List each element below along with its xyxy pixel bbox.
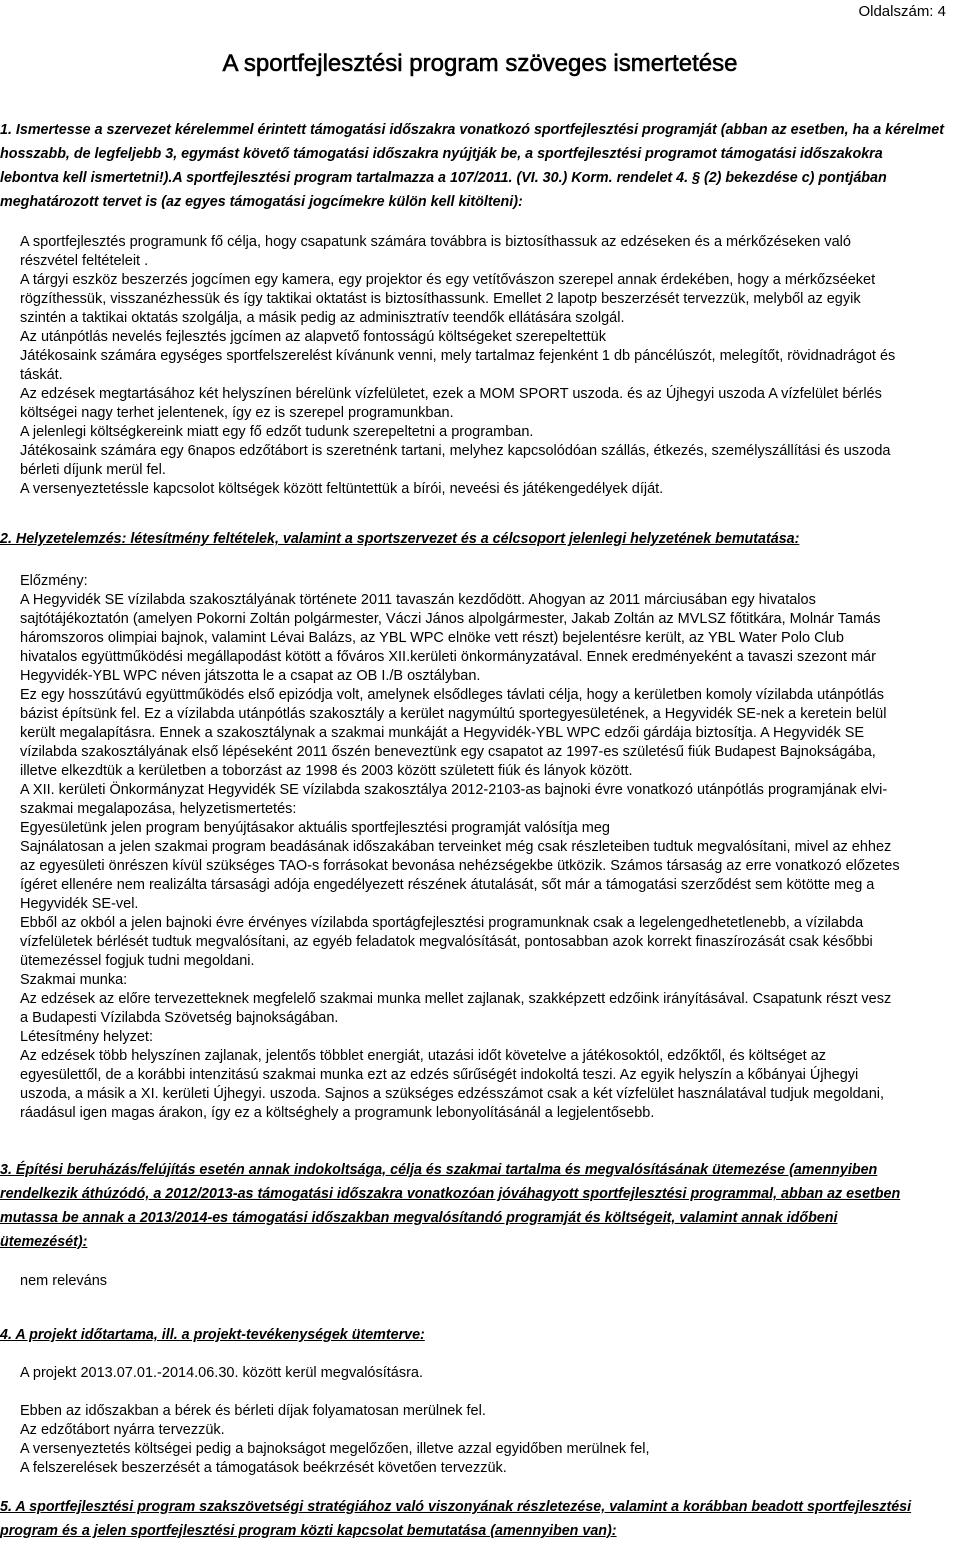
text-line: bérleti díjunk merül fel. xyxy=(20,462,166,478)
text-line: egyesülettől, de a korábbi intenzitású szakmai munka ezt az edzés sűrűségét indokoltá teszi. Az egyik helyszín a kőbányai Újhegyi xyxy=(20,1067,859,1083)
section-3-heading xyxy=(0,1158,952,1254)
section-4-body-a xyxy=(20,1364,952,1383)
text-line: Hegyvidék-YBL WPC néven játszotta le a csapat az OB I./B osztályban. xyxy=(20,668,481,684)
text-line: Hegyvidék SE-vel. xyxy=(20,896,139,912)
text-line: A jelenlegi költségkereink miatt egy fő edzőt tudunk szerepeltetni a programban. xyxy=(20,424,534,440)
text-line: költségei nagy terhet jelentenek, így ez is szerepel programunkban. xyxy=(20,405,454,421)
text-line: A sportfejlesztés programunk fő célja, hogy csapatunk számára továbbra is biztosíthassuk az edzéseken és a mérkőzéseken való xyxy=(20,234,851,250)
text-line: A versenyeztetéssle kapcsolot költségek között feltüntettük a bírói, neveési és játékengedélyek díját. xyxy=(20,481,664,497)
text-line: szakmai megalapozása, helyzetismertetés: xyxy=(20,801,297,817)
text-line: Az edzések megtartásához két helyszínen bérelünk vízfelületet, ezek a MOM SPORT uszoda. és az Újhegyi uszoda A vízfelület bérlés xyxy=(20,386,882,402)
text-line: ígéret ellenére nem realizálta társasági adója engedélyezett részének átutalását, sőt már a támogatási szerződést sem kötötte meg a xyxy=(20,877,875,893)
heading-line: 1. Ismertesse a szervezet kérelemmel érintett támogatási időszakra vonatkozó sportfejlesztési programját (abban az esetben, ha a kérelmet xyxy=(0,122,944,138)
text-line: Ebből az okból a jelen bajnoki évre érvényes vízilabda sportágfejlesztési programunknak csak a legelengedhetetlenebb, a vízilabda xyxy=(20,915,864,931)
text-line: Az edzések több helyszínen zajlanak, jelentős többlet energiát, utazási időt követelve a játékosoktól, edzőktől, és költséget az xyxy=(20,1048,827,1064)
text-line: Ebben az időszakban a bérek és bérleti díjak folyamatosan merülnek fel. xyxy=(20,1403,486,1419)
text-line: hivatalos együttműködési megállapodást kötött a főváros XII.kerületi önkormányzatával. Ennek eredményeként a tavaszi szezont már xyxy=(20,649,876,665)
heading-line: 5. A sportfejlesztési program szakszövetségi stratégiához való viszonyának részletezése, valamint a korábban beadott sportfejlesztési xyxy=(0,1499,912,1515)
text-line: nem releváns xyxy=(20,1273,108,1289)
section-1-heading xyxy=(0,118,952,214)
text-line: Létesítmény helyzet: xyxy=(20,1029,153,1045)
text-line: vízfelületek bérlését tudtuk megvalósítani, az egyéb feladatok megvalósítását, pontosabban azok korrekt finaszírozását csak későbbi xyxy=(20,934,873,950)
text-line: részvétel feltételeit . xyxy=(20,253,149,269)
section-4-body-b xyxy=(20,1402,952,1478)
text-line: került megalapításra. Ennek a szakosztálynak a szakmai munkáját a Hegyvidék-YBL WPC edzői gárdája biztosítja. A Hegyvidék SE xyxy=(20,725,865,741)
text-line: Az utánpótlás nevelés fejlesztés jgcímen az alapvető fontosságú költségeket szerepeltettük xyxy=(20,329,606,345)
heading-line: lebontva kell ismertetni!).A sportfejlesztési program tartalmazza a 107/2011. (VI. 30.) Korm. rendelet 4. § (2) bekezdése c) pontjában xyxy=(0,170,887,186)
section-1-body xyxy=(20,233,952,499)
text-line: ütemezéssel fogjuk tudni megoldani. xyxy=(20,953,255,969)
document-title: A sportfejlesztési program szöveges ismertetése xyxy=(222,50,738,77)
text-line: Ez egy hosszútávú együttműködés első epizódja volt, amelynek elsődleges távlati célja, hogy a kerületben komoly vízilabda utánpótlás xyxy=(20,687,885,703)
heading-line: hosszabb, de legfeljebb 3, egymást követő támogatási időszakra nyújtják be, a sportfejlesztési programot támogatási időszakokra xyxy=(0,146,883,162)
heading-line: program és a jelen sportfejlesztési program közti kapcsolat bemutatása (amennyiben van): xyxy=(0,1523,617,1539)
text-line: A felszerelések beszerzését a támogatások beékrzését követően tervezzük. xyxy=(20,1460,507,1476)
text-line: Az edzőtábort nyárra tervezzük. xyxy=(20,1422,225,1438)
heading-line: rendelkezik áthúzódó, a 2012/2013-as támogatási időszakra vonatkozóan jóváhagyott sportfejlesztési programmal, abban az esetben xyxy=(0,1186,901,1202)
section-2-body xyxy=(20,572,952,1123)
text-line: Az edzések az előre tervezetteknek megfelelő szakmai munka mellet zajlanak, szakképzett edzőink irányításával. Csapatunk részt vesz xyxy=(20,991,892,1007)
text-line: háromszoros olimpiai bajnok, valamint Lévai Balázs, az YBL WPC elnöke vett részt) bejelentésre került, az YBL Water Polo Club xyxy=(20,630,844,646)
heading-line: 3. Építési beruházás/felújítás esetén annak indokoltsága, célja és szakmai tartalma és megvalósításának ütemezése (amennyiben xyxy=(0,1162,878,1178)
text-line: Szakmai munka: xyxy=(20,972,128,988)
text-line: illetve elkezdtük a kerületben a toborzást az 1998 és 2003 között született fiúk és lányok között. xyxy=(20,763,633,779)
heading-line: 4. A projekt időtartama, ill. a projekt-tevékenységek ütemterve: xyxy=(0,1327,425,1343)
text-line: Játékosaink számára egy 6napos edzőtábort is szeretnénk tartani, melyhez kapcsolódóan szállás, étkezés, személyszállítási és uszoda xyxy=(20,443,891,459)
text-line: rögzíthessük, visszanézhessük és így taktikai oktatást is biztosíthassunk. Emellet 2 lapotp beszerzését tervezzük, melyből az egyik xyxy=(20,291,861,307)
text-line: uszoda, a másik a XI. kerületi Újhegyi. uszoda. Sajnos a szükséges edzésszámot csak a két vízfelület használatával tudjuk megoldani, xyxy=(20,1086,885,1102)
section-2-heading xyxy=(0,527,952,551)
text-line: sajtótájékoztatón (amelyen Pokorni Zoltán polgármester, Váczi János alpolgármester, Jakab Zoltán az MVLSZ főtitkára, Molnár Tamás xyxy=(20,611,881,627)
text-line: az egyesületi önrészen kívül szükséges TAO-s forrásokat bevonása nehézségekbe ütközik. Számos társaság az erre vonatkozó előzetes xyxy=(20,858,900,874)
text-line: ráadásul igen magas árakon, így ez a költséghely a programunk lebonyolításánál a legjelentősebb. xyxy=(20,1105,655,1121)
section-3-body xyxy=(20,1272,952,1291)
text-line: A XII. kerületi Önkormányzat Hegyvidék SE vízilabda szakosztálya 2012-2103-as bajnoki évre vonatkozó utánpótlás programjának elvi- xyxy=(20,782,888,798)
heading-line: mutassa be annak a 2013/2014-es támogatási időszakban megvalósítandó programját és költségeit, valamint annak időbeni xyxy=(0,1210,838,1226)
heading-line: 2. Helyzetelemzés: létesítmény feltételek, valamint a sportszervezet és a célcsoport jelenlegi helyzetének bemutatása: xyxy=(0,531,800,547)
text-line: Sajnálatosan a jelen szakmai program beadásának időszakában terveinket még csak részleteiben tudtuk megvalósítani, mivel az ehhez xyxy=(20,839,892,855)
text-line: A Hegyvidék SE vízilabda szakosztályának története 2011 tavaszán kezdődött. Ahogyan az 2011 márciusában egy hivatalos xyxy=(20,592,816,608)
text-line: A tárgyi eszköz beszerzés jogcímen egy kamera, egy projektor és egy vetítővászon szerepel annak érdekében, hogy a mérkőzséeket xyxy=(20,272,876,288)
text-line: Játékosaink számára egységes sportfelszerelést kívánunk venni, mely tartalmaz fejenként 1 db páncélúszót, melegítőt, rövidnadrágot és xyxy=(20,348,896,364)
section-4-heading xyxy=(0,1323,952,1347)
page-number: Oldalszám: 4 xyxy=(858,3,946,20)
text-line: a Budapesti Vízilabda Szövetség bajnokságában. xyxy=(20,1010,339,1026)
heading-line: ütemezését): xyxy=(0,1234,88,1250)
text-line: Egyesületünk jelen program benyújtásakor aktuális sportfejlesztési programját valósítja meg xyxy=(20,820,610,836)
text-line: Előzmény: xyxy=(20,573,88,589)
heading-line: meghatározott tervet is (az egyes támogatási jogcímekre külön kell kitölteni): xyxy=(0,194,523,210)
text-line: bázist építsünk fel. Ez a vízilabda utánpótlás szakosztály a kerület nagymúltú sportegyesületének, a Hegyvidék SE-nek a keretein belül xyxy=(20,706,887,722)
text-line: vízilabda szakosztályának első lépéseként 2011 őszén beneveztünk egy csapatot az 1997-es születésű fiúk Budapest Bajnokságába, xyxy=(20,744,876,760)
text-line: szintén a taktikai oktatás szolgálja, a másik pedig az adminisztratív teendők ellátására szolgál. xyxy=(20,310,625,326)
text-line: táskát. xyxy=(20,367,63,383)
text-line: A projekt 2013.07.01.-2014.06.30. között kerül megvalósításra. xyxy=(20,1365,424,1381)
section-5-heading xyxy=(0,1495,952,1543)
text-line: A versenyeztetés költségei pedig a bajnokságot megelőzően, illetve azzal egyidőben merülnek fel, xyxy=(20,1441,650,1457)
